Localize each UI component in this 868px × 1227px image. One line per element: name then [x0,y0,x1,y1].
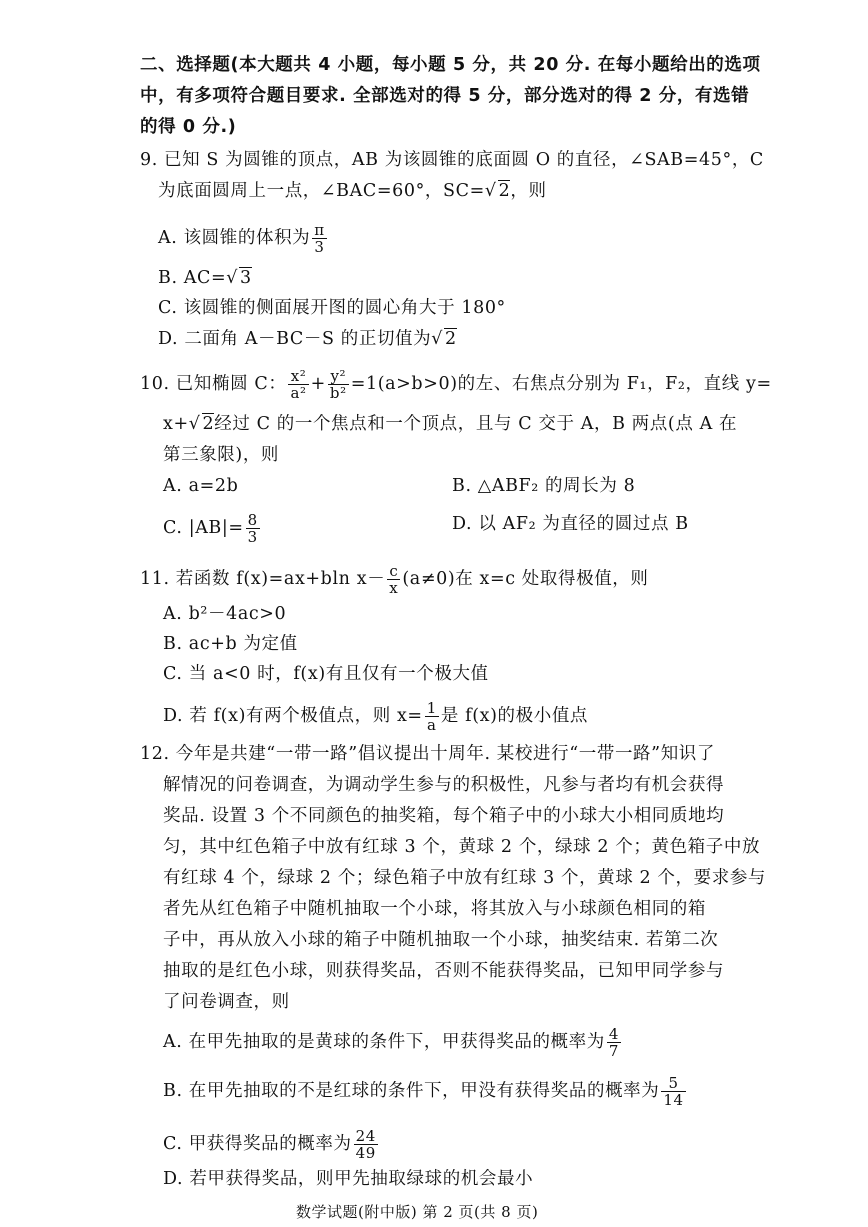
q9-option-b: B. AC=√ 3 [158,268,252,288]
q9-stem-line-1: 9. 已知 S 为圆锥的顶点，AB 为该圆锥的底面圆 O 的直径，∠SAB=45°，C [140,150,764,170]
fraction-numerator: π [314,221,325,239]
fraction-numerator: 1 [426,699,437,717]
q12-option-b-text: B. 在甲先抽取的不是红球的条件下，甲没有获得奖品的概率为 [163,1081,660,1101]
q9-option-d: D. 二面角 A－BC－S 的正切值为√ 2 [158,329,457,349]
q9-sqrt-value: 2 [498,181,511,201]
fraction-denominator: 3 [247,528,258,546]
q10-stem-line-3: 第三象限)，则 [163,445,280,465]
fraction-denominator: a [427,716,437,734]
fraction-denominator: 14 [663,1091,684,1109]
q9-option-d-sqrt: 2 [445,329,457,349]
q12-option-b-fraction [661,1075,685,1108]
fraction-denominator: 3 [314,238,325,256]
q10-fraction-y [328,368,349,401]
fraction-denominator: x [389,579,399,597]
q9-option-a-fraction [312,222,326,255]
q9-option-a-text: A. 该圆锥的体积为 [158,228,311,248]
q12-stem-line-2: 解情况的问卷调查，为调动学生参与的积极性，凡参与者均有机会获得 [163,775,725,795]
q12-stem-line-1: 12. 今年是共建“一带一路”倡议提出十周年. 某校进行“一带一路”知识了 [140,744,716,764]
q11-stem [140,563,649,596]
fraction-numerator: c [387,563,400,580]
q9-stem-text: 为底面圆周上一点，∠BAC=60°，SC= [158,181,485,201]
section-header-line-1: 二、选择题(本大题共 4 小题，每小题 5 分，共 20 分. 在每小题给出的选项 [140,55,761,75]
fraction-numerator: x² [288,368,308,385]
fraction-denominator: b² [329,384,347,402]
q11-stem-text: 11. 若函数 f(x)=ax+bln x－ [140,569,386,589]
q12-option-a-text: A. 在甲先抽取的是黄球的条件下，甲获得奖品的概率为 [163,1032,605,1052]
q9-stem-line-2: 为底面圆周上一点，∠BAC=60°，SC=√ 2，则 [158,181,547,201]
q12-stem-line-4: 匀，其中红色箱子中放有红球 3 个，黄球 2 个，绿球 2 个；黄色箱子中放 [163,837,761,857]
q10-stem-text: 10. 已知椭圆 C： [140,374,287,394]
q9-option-b-sqrt: 3 [240,268,252,288]
q11-option-a: A. b²－4ac>0 [163,604,287,624]
q12-option-a-fraction [607,1026,621,1059]
q12-option-c [163,1128,380,1161]
q12-option-b [163,1075,688,1108]
q9-stem-end: ，则 [510,181,547,201]
plus-sign: + [310,374,326,394]
q12-option-d: D. 若甲获得奖品，则甲先抽取绿球的机会最小 [163,1169,534,1189]
fraction-numerator: y² [328,368,349,385]
q9-option-c: C. 该圆锥的侧面展开图的圆心角大于 180° [158,298,506,318]
q9-option-b-text: B. AC= [158,268,227,288]
q12-option-c-text: C. 甲获得奖品的概率为 [163,1134,352,1154]
fraction-denominator: 7 [608,1042,620,1060]
q10-option-a: A. a=2b [163,476,239,496]
q10-stem-rest: =1(a>b>0)的左、右焦点分别为 F₁，F₂，直线 y= [350,374,772,394]
q12-stem-line-5: 有红球 4 个，绿球 2 个；绿色箱子中放有红球 3 个，黄球 2 个，要求参与 [163,868,767,888]
q12-option-c-fraction [354,1128,378,1161]
q11-option-d [163,700,588,733]
fraction-denominator: a² [290,384,307,402]
fraction-denominator: 49 [355,1144,376,1162]
q10-fraction-x [288,368,308,401]
section-header-line-2: 中，有多项符合题目要求. 全部选对的得 5 分，部分选对的得 2 分，有选错 [140,86,750,106]
fraction-numerator: 4 [608,1025,620,1043]
q11-option-d-rest: 是 f(x)的极小值点 [440,706,589,726]
fraction-numerator: 8 [247,511,258,529]
q12-stem-line-9: 了问卷调查，则 [163,992,290,1012]
q10-option-c-fraction [246,512,260,545]
q10-option-c-text: C. |AB|= [163,518,244,538]
q11-option-d-fraction [425,700,439,733]
fraction-numerator: 5 [661,1075,685,1092]
q9-option-d-text: D. 二面角 A－BC－S 的正切值为 [158,329,432,349]
q10-line-rest: 经过 C 的一个焦点和一个顶点，且与 C 交于 A，B 两点(点 A 在 [214,414,738,434]
page-footer: 数学试题(附中版) 第 2 页(共 8 页) [296,1203,539,1221]
section-header-line-3: 的得 0 分.) [140,117,237,137]
q12-stem-line-3: 奖品. 设置 3 个不同颜色的抽奖箱，每个箱子中的小球大小相同质地均 [163,806,725,826]
q10-line-text: x+ [163,414,189,434]
q10-sqrt-value: 2 [202,414,215,434]
fraction-numerator: 24 [355,1127,376,1145]
q10-stem-line-2: x+√ 2经过 C 的一个焦点和一个顶点，且与 C 交于 A，B 两点(点 A 在 [163,414,738,434]
q11-option-b: B. ac+b 为定值 [163,634,298,654]
q9-option-a [158,222,329,255]
q11-option-d-text: D. 若 f(x)有两个极值点，则 x= [163,706,423,726]
q12-stem-line-7: 子中，再从放入小球的箱子中随机抽取一个小球，抽奖结束. 若第二次 [163,930,719,950]
q12-stem-line-8: 抽取的是红色小球，则获得奖品，否则不能获得奖品，已知甲同学参与 [163,961,725,981]
q10-option-d: D. 以 AF₂ 为直径的圆过点 B [452,514,689,534]
q11-option-c: C. 当 a<0 时，f(x)有且仅有一个极大值 [163,664,489,684]
q10-option-b: B. △ABF₂ 的周长为 8 [452,476,636,496]
q10-stem-line-1 [140,368,772,401]
q10-option-c [163,512,262,545]
q11-stem-rest: (a≠0)在 x=c 处取得极值，则 [402,569,649,589]
q12-option-a [163,1026,623,1059]
q11-fraction [387,563,400,596]
q12-stem-line-6: 者先从红色箱子中随机抽取一个小球，将其放入与小球颜色相同的箱 [163,899,706,919]
